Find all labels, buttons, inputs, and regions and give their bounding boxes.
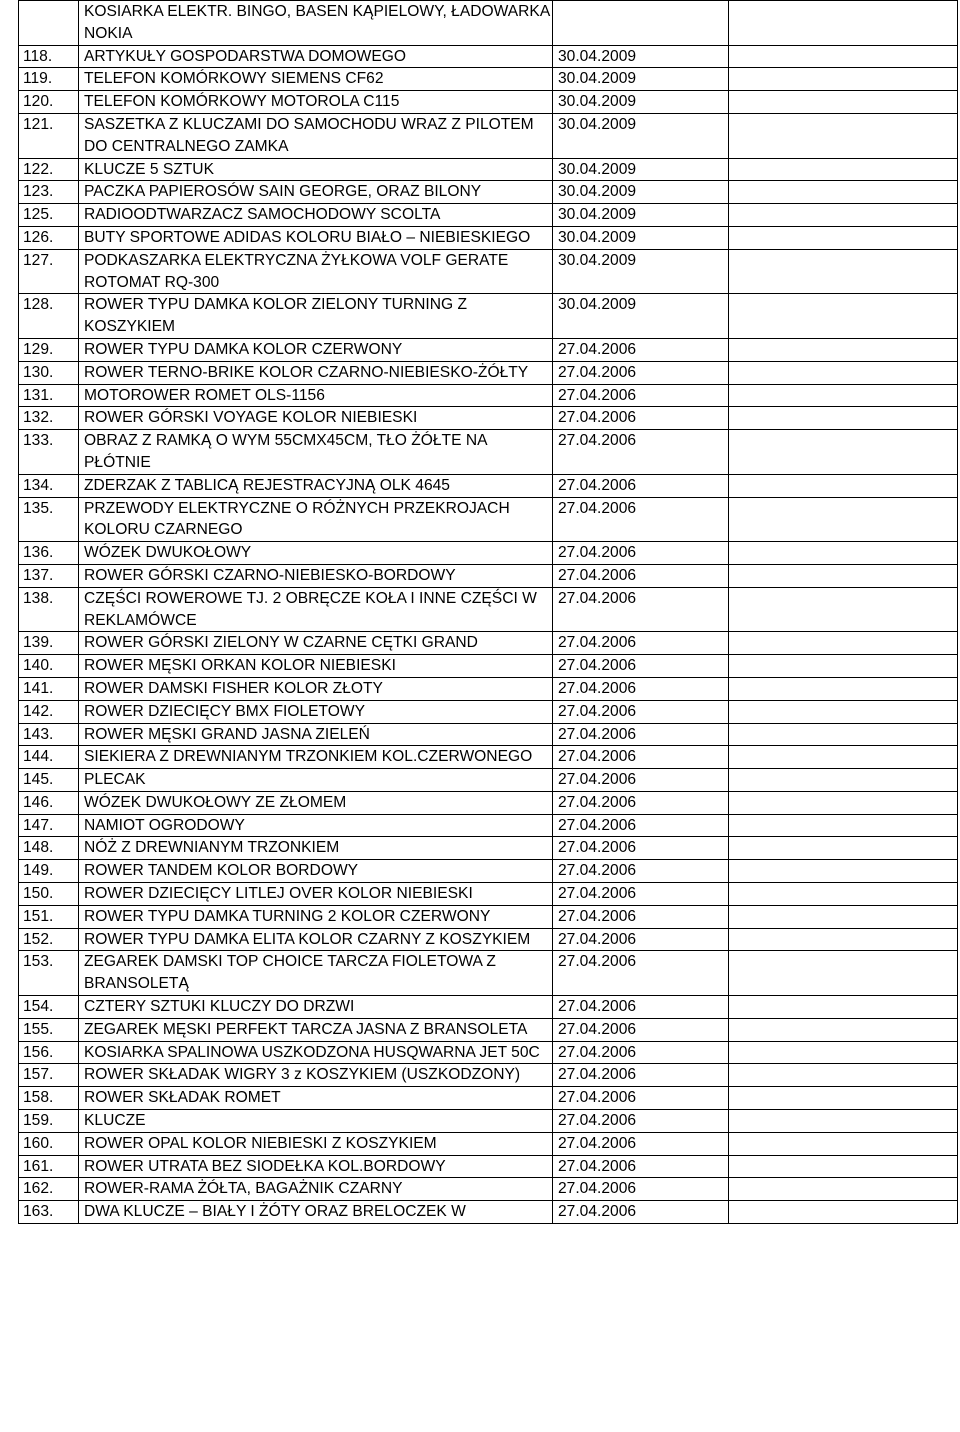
table-row xyxy=(19,1064,958,1087)
item-date: 27.04.2006 xyxy=(553,497,729,542)
item-number: 125. xyxy=(19,204,79,227)
item-description: DWA KLUCZE – BIAŁY I ŻÓTY ORAZ BRELOCZEK W xyxy=(79,1201,553,1224)
item-date: 27.04.2006 xyxy=(553,564,729,587)
empty-cell xyxy=(729,905,958,928)
item-description: SASZETKA Z KLUCZAMI DO SAMOCHODU WRAZ Z PILOTEM DO CENTRALNEGO ZAMKA xyxy=(79,113,553,158)
item-date: 27.04.2006 xyxy=(553,474,729,497)
item-number: 148. xyxy=(19,837,79,860)
item-number: 143. xyxy=(19,723,79,746)
item-description: ZDERZAK Z TABLICĄ REJESTRACYJNĄ OLK 4645 xyxy=(79,474,553,497)
item-number: 138. xyxy=(19,587,79,632)
table-row xyxy=(19,407,958,430)
item-number: 159. xyxy=(19,1110,79,1133)
empty-cell xyxy=(729,996,958,1019)
item-number: 140. xyxy=(19,655,79,678)
item-number: 128. xyxy=(19,294,79,339)
item-number: 134. xyxy=(19,474,79,497)
item-date: 27.04.2006 xyxy=(553,746,729,769)
empty-cell xyxy=(729,361,958,384)
table-body xyxy=(19,1,958,1224)
item-date: 30.04.2009 xyxy=(553,45,729,68)
table-row xyxy=(19,1155,958,1178)
item-number: 123. xyxy=(19,181,79,204)
item-number: 120. xyxy=(19,91,79,114)
empty-cell xyxy=(729,769,958,792)
items-table xyxy=(18,0,958,1224)
empty-cell xyxy=(729,249,958,294)
item-description: ROWER DZIECIĘCY LITLEJ OVER KOLOR NIEBIESKI xyxy=(79,883,553,906)
table-row xyxy=(19,951,958,996)
item-description: ROWER TANDEM KOLOR BORDOWY xyxy=(79,860,553,883)
item-date: 27.04.2006 xyxy=(553,814,729,837)
empty-cell xyxy=(729,497,958,542)
item-description: KLUCZE 5 SZTUK xyxy=(79,158,553,181)
table-row xyxy=(19,655,958,678)
table-row xyxy=(19,226,958,249)
item-number: 149. xyxy=(19,860,79,883)
empty-cell xyxy=(729,791,958,814)
item-description: BUTY SPORTOWE ADIDAS KOLORU BIAŁO – NIEBIESKIEGO xyxy=(79,226,553,249)
table-row xyxy=(19,113,958,158)
item-number: 150. xyxy=(19,883,79,906)
item-description: ROWER GÓRSKI VOYAGE KOLOR NIEBIESKI xyxy=(79,407,553,430)
empty-cell xyxy=(729,587,958,632)
item-number: 129. xyxy=(19,338,79,361)
empty-cell xyxy=(729,883,958,906)
item-description: ROWER TYPU DAMKA ELITA KOLOR CZARNY Z KOSZYKIEM xyxy=(79,928,553,951)
item-description: ROWER GÓRSKI CZARNO-NIEBIESKO-BORDOWY xyxy=(79,564,553,587)
table-row xyxy=(19,928,958,951)
item-date: 30.04.2009 xyxy=(553,113,729,158)
table-row xyxy=(19,497,958,542)
empty-cell xyxy=(729,338,958,361)
table-row xyxy=(19,791,958,814)
empty-cell xyxy=(729,1018,958,1041)
item-date: 27.04.2006 xyxy=(553,587,729,632)
item-description: ROWER MĘSKI GRAND JASNA ZIELEŃ xyxy=(79,723,553,746)
item-date: 27.04.2006 xyxy=(553,384,729,407)
item-description: ZEGAREK MĘSKI PERFEKT TARCZA JASNA Z BRANSOLETA xyxy=(79,1018,553,1041)
table-row xyxy=(19,249,958,294)
item-number: 135. xyxy=(19,497,79,542)
item-description: ROWER TERNO-BRIKE KOLOR CZARNO-NIEBIESKO-ŻÓŁTY xyxy=(79,361,553,384)
item-description: KOSIARKA ELEKTR. BINGO, BASEN KĄPIELOWY, ŁADOWARKA NOKIA xyxy=(79,1,553,46)
item-description: ROWER DZIECIĘCY BMX FIOLETOWY xyxy=(79,700,553,723)
item-description: RADIOODTWARZACZ SAMOCHODOWY SCOLTA xyxy=(79,204,553,227)
item-description: WÓZEK DWUKOŁOWY ZE ZŁOMEM xyxy=(79,791,553,814)
empty-cell xyxy=(729,1132,958,1155)
item-description: ZEGAREK DAMSKI TOP CHOICE TARCZA FIOLETOWA Z BRANSOLETĄ xyxy=(79,951,553,996)
empty-cell xyxy=(729,1041,958,1064)
item-number: 151. xyxy=(19,905,79,928)
item-number: 145. xyxy=(19,769,79,792)
empty-cell xyxy=(729,113,958,158)
item-number: 141. xyxy=(19,677,79,700)
item-date: 30.04.2009 xyxy=(553,249,729,294)
empty-cell xyxy=(729,1178,958,1201)
empty-cell xyxy=(729,746,958,769)
item-description: CZĘŚCI ROWEROWE TJ. 2 OBRĘCZE KOŁA I INNE CZĘŚCI W REKLAMÓWCE xyxy=(79,587,553,632)
empty-cell xyxy=(729,1087,958,1110)
item-date: 27.04.2006 xyxy=(553,655,729,678)
item-description: ROWER TYPU DAMKA TURNING 2 KOLOR CZERWONY xyxy=(79,905,553,928)
empty-cell xyxy=(729,68,958,91)
table-row xyxy=(19,814,958,837)
table-row xyxy=(19,1110,958,1133)
item-date: 30.04.2009 xyxy=(553,91,729,114)
empty-cell xyxy=(729,1155,958,1178)
table-row xyxy=(19,430,958,475)
item-description: PACZKA PAPIEROSÓW SAIN GEORGE, ORAZ BILONY xyxy=(79,181,553,204)
table-row xyxy=(19,1178,958,1201)
item-date: 27.04.2006 xyxy=(553,542,729,565)
table-row xyxy=(19,632,958,655)
item-description: WÓZEK DWUKOŁOWY xyxy=(79,542,553,565)
table-row xyxy=(19,746,958,769)
item-date: 27.04.2006 xyxy=(553,407,729,430)
table-row xyxy=(19,1201,958,1224)
item-number: 137. xyxy=(19,564,79,587)
table-row xyxy=(19,181,958,204)
empty-cell xyxy=(729,384,958,407)
table-row xyxy=(19,474,958,497)
item-date: 27.04.2006 xyxy=(553,723,729,746)
item-date: 27.04.2006 xyxy=(553,1064,729,1087)
item-description: OBRAZ Z RAMKĄ O WYM 55CMX45CM, TŁO ŻÓŁTE NA PŁÓTNIE xyxy=(79,430,553,475)
item-date: 27.04.2006 xyxy=(553,361,729,384)
item-description: ROWER TYPU DAMKA KOLOR ZIELONY TURNING Z KOSZYKIEM xyxy=(79,294,553,339)
item-date: 27.04.2006 xyxy=(553,1018,729,1041)
table-row xyxy=(19,677,958,700)
table-row xyxy=(19,564,958,587)
item-number: 121. xyxy=(19,113,79,158)
table-row xyxy=(19,542,958,565)
item-description: ROWER OPAL KOLOR NIEBIESKI Z KOSZYKIEM xyxy=(79,1132,553,1155)
empty-cell xyxy=(729,814,958,837)
table-row xyxy=(19,905,958,928)
item-description: ROWER-RAMA ŻÓŁTA, BAGAŻNIK CZARNY xyxy=(79,1178,553,1201)
item-number: 157. xyxy=(19,1064,79,1087)
empty-cell xyxy=(729,700,958,723)
item-date: 27.04.2006 xyxy=(553,905,729,928)
item-number: 122. xyxy=(19,158,79,181)
empty-cell xyxy=(729,474,958,497)
table-row xyxy=(19,1041,958,1064)
item-date: 27.04.2006 xyxy=(553,1041,729,1064)
item-date: 27.04.2006 xyxy=(553,700,729,723)
item-date: 27.04.2006 xyxy=(553,1087,729,1110)
item-description: MOTOROWER ROMET OLS-1156 xyxy=(79,384,553,407)
empty-cell xyxy=(729,1064,958,1087)
item-description: PODKASZARKA ELEKTRYCZNA ŻYŁKOWA VOLF GERATE ROTOMAT RQ-300 xyxy=(79,249,553,294)
table-row xyxy=(19,361,958,384)
table-row xyxy=(19,1018,958,1041)
table-row xyxy=(19,1087,958,1110)
item-number: 132. xyxy=(19,407,79,430)
item-description: ROWER SKŁADAK WIGRY 3 z KOSZYKIEM (USZKODZONY) xyxy=(79,1064,553,1087)
empty-cell xyxy=(729,430,958,475)
item-date: 27.04.2006 xyxy=(553,791,729,814)
empty-cell xyxy=(729,1110,958,1133)
item-number: 130. xyxy=(19,361,79,384)
table-row xyxy=(19,723,958,746)
item-date: 27.04.2006 xyxy=(553,1155,729,1178)
item-number: 119. xyxy=(19,68,79,91)
item-date: 30.04.2009 xyxy=(553,158,729,181)
table-row xyxy=(19,294,958,339)
item-number: 160. xyxy=(19,1132,79,1155)
empty-cell xyxy=(729,204,958,227)
item-date: 27.04.2006 xyxy=(553,677,729,700)
table-row xyxy=(19,883,958,906)
table-row xyxy=(19,1132,958,1155)
item-description: NÓŻ Z DREWNIANYM TRZONKIEM xyxy=(79,837,553,860)
item-description: PLECAK xyxy=(79,769,553,792)
item-date: 27.04.2006 xyxy=(553,837,729,860)
table-row xyxy=(19,996,958,1019)
item-description: ROWER MĘSKI ORKAN KOLOR NIEBIESKI xyxy=(79,655,553,678)
item-number: 156. xyxy=(19,1041,79,1064)
item-description: SIEKIERA Z DREWNIANYM TRZONKIEM KOL.CZERWONEGO xyxy=(79,746,553,769)
item-date: 27.04.2006 xyxy=(553,951,729,996)
item-date: 27.04.2006 xyxy=(553,1201,729,1224)
table-row xyxy=(19,700,958,723)
item-date: 27.04.2006 xyxy=(553,430,729,475)
item-number: 161. xyxy=(19,1155,79,1178)
item-date: 27.04.2006 xyxy=(553,928,729,951)
table-row xyxy=(19,860,958,883)
empty-cell xyxy=(729,928,958,951)
item-description: NAMIOT OGRODOWY xyxy=(79,814,553,837)
empty-cell xyxy=(729,655,958,678)
table-row xyxy=(19,68,958,91)
empty-cell xyxy=(729,723,958,746)
item-number: 131. xyxy=(19,384,79,407)
item-number: 155. xyxy=(19,1018,79,1041)
item-description: KLUCZE xyxy=(79,1110,553,1133)
empty-cell xyxy=(729,158,958,181)
table-row xyxy=(19,769,958,792)
table-row xyxy=(19,91,958,114)
item-description: ROWER UTRATA BEZ SIODEŁKA KOL.BORDOWY xyxy=(79,1155,553,1178)
item-date: 27.04.2006 xyxy=(553,1178,729,1201)
table-row xyxy=(19,587,958,632)
item-date: 27.04.2006 xyxy=(553,996,729,1019)
item-number: 153. xyxy=(19,951,79,996)
item-description: ARTYKUŁY GOSPODARSTWA DOMOWEGO xyxy=(79,45,553,68)
item-description: PRZEWODY ELEKTRYCZNE O RÓŻNYCH PRZEKROJACH KOLORU CZARNEGO xyxy=(79,497,553,542)
item-number: 118. xyxy=(19,45,79,68)
item-date: 27.04.2006 xyxy=(553,1110,729,1133)
empty-cell xyxy=(729,1201,958,1224)
item-date: 27.04.2006 xyxy=(553,883,729,906)
item-number: 126. xyxy=(19,226,79,249)
item-description: TELEFON KOMÓRKOWY MOTOROLA C115 xyxy=(79,91,553,114)
table-row xyxy=(19,204,958,227)
item-date: 27.04.2006 xyxy=(553,769,729,792)
empty-cell xyxy=(729,91,958,114)
item-number: 139. xyxy=(19,632,79,655)
item-number: 163. xyxy=(19,1201,79,1224)
empty-cell xyxy=(729,45,958,68)
table-row xyxy=(19,837,958,860)
empty-cell xyxy=(729,677,958,700)
item-date: 27.04.2006 xyxy=(553,860,729,883)
item-number: 162. xyxy=(19,1178,79,1201)
empty-cell xyxy=(729,294,958,339)
item-date: 30.04.2009 xyxy=(553,204,729,227)
empty-cell xyxy=(729,407,958,430)
item-date: 30.04.2009 xyxy=(553,181,729,204)
empty-cell xyxy=(729,837,958,860)
item-description: ROWER TYPU DAMKA KOLOR CZERWONY xyxy=(79,338,553,361)
item-number: 154. xyxy=(19,996,79,1019)
empty-cell xyxy=(729,860,958,883)
item-description: ROWER GÓRSKI ZIELONY W CZARNE CĘTKI GRAND xyxy=(79,632,553,655)
table-row xyxy=(19,45,958,68)
item-date: 30.04.2009 xyxy=(553,294,729,339)
table-row xyxy=(19,338,958,361)
item-number xyxy=(19,1,79,46)
item-date: 27.04.2006 xyxy=(553,1132,729,1155)
item-number: 158. xyxy=(19,1087,79,1110)
item-number: 142. xyxy=(19,700,79,723)
empty-cell xyxy=(729,542,958,565)
empty-cell xyxy=(729,226,958,249)
item-number: 144. xyxy=(19,746,79,769)
item-date xyxy=(553,1,729,46)
empty-cell xyxy=(729,564,958,587)
item-number: 146. xyxy=(19,791,79,814)
item-number: 133. xyxy=(19,430,79,475)
empty-cell xyxy=(729,632,958,655)
item-description: ROWER DAMSKI FISHER KOLOR ZŁOTY xyxy=(79,677,553,700)
item-date: 30.04.2009 xyxy=(553,226,729,249)
item-description: CZTERY SZTUKI KLUCZY DO DRZWI xyxy=(79,996,553,1019)
item-description: TELEFON KOMÓRKOWY SIEMENS CF62 xyxy=(79,68,553,91)
empty-cell xyxy=(729,951,958,996)
item-date: 27.04.2006 xyxy=(553,632,729,655)
table-row xyxy=(19,384,958,407)
table-row xyxy=(19,158,958,181)
table-row xyxy=(19,1,958,46)
item-number: 147. xyxy=(19,814,79,837)
empty-cell xyxy=(729,181,958,204)
item-date: 30.04.2009 xyxy=(553,68,729,91)
empty-cell xyxy=(729,1,958,46)
item-description: KOSIARKA SPALINOWA USZKODZONA HUSQWARNA JET 50C xyxy=(79,1041,553,1064)
item-description: ROWER SKŁADAK ROMET xyxy=(79,1087,553,1110)
item-number: 127. xyxy=(19,249,79,294)
item-date: 27.04.2006 xyxy=(553,338,729,361)
item-number: 152. xyxy=(19,928,79,951)
item-number: 136. xyxy=(19,542,79,565)
